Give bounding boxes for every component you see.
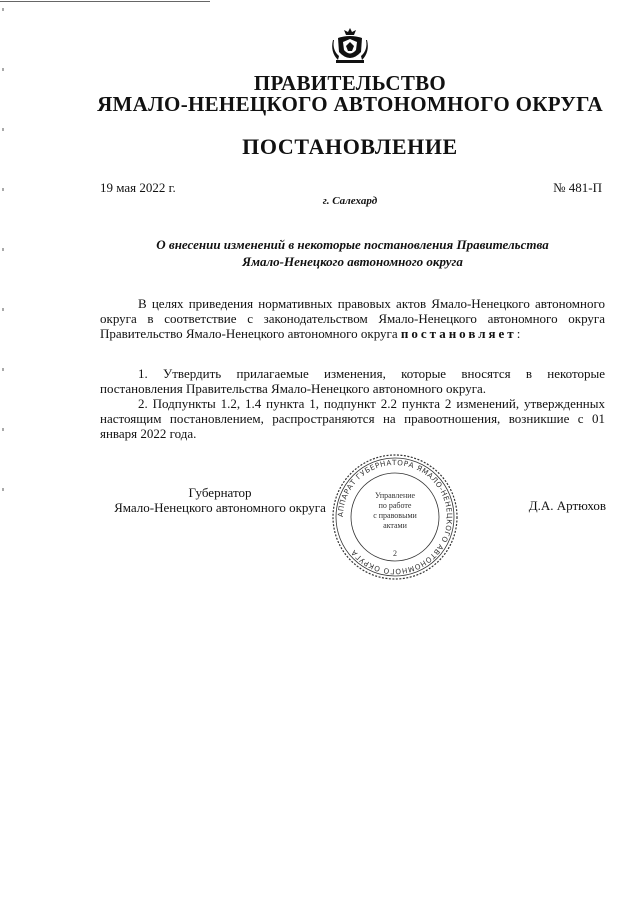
document-title-line2: Ямало-Ненецкого автономного округа <box>242 254 463 269</box>
preamble-paragraph <box>100 296 605 341</box>
stamp-inner-line2: по работе <box>378 501 412 510</box>
resolves-colon: : <box>516 326 521 341</box>
stamp-outer-text: АППАРАТ ГУБЕРНАТОРА ЯМАЛО-НЕНЕЦКОГО АВТОНОМНОГО ОКРУГА <box>335 457 455 577</box>
document-title <box>100 236 605 270</box>
org-name-line1: ПРАВИТЕЛЬСТВО <box>253 71 447 95</box>
document-type: ПОСТАНОВЛЕНИЕ <box>242 134 458 159</box>
stamp-inner-line4: актами <box>383 521 407 530</box>
official-stamp <box>330 452 460 582</box>
preamble-text: В целях приведения нормативных правовых актов Ямало-Ненецкого автономного округа в соответствие с законодательством Ямало-Ненецкого автономного округа Правительство Ямало-Ненецкого автономного округа <box>100 296 605 341</box>
resolution-item-1: 1. Утвердить прилагаемые изменения, которые вносятся в некоторые постановления Правительства Ямало-Ненецкого автономного округа. <box>100 366 605 396</box>
scan-top-rule <box>0 1 210 2</box>
stamp-inner-line1: Управление <box>374 491 416 500</box>
document-number: № 481-П <box>553 180 602 195</box>
resolution-item-2: 2. Подпункты 1.2, 1.4 пункта 1, подпункт 2.2 пункта 2 изменений, утвержденных настоящим постановлением, распространяются на правоотношения, возникшие с 01 января 2022 года. <box>100 396 605 441</box>
stamp-inner-line3: с правовыми <box>373 511 417 520</box>
signatory-name: Д.А. Артюхов <box>528 498 606 513</box>
signatory-position-line2: Ямало-Ненецкого автономного округа <box>114 500 326 515</box>
signatory-position <box>100 485 340 515</box>
resolution-items <box>100 366 605 441</box>
signatory-position-line1: Губернатор <box>188 485 252 500</box>
document-title-line1: О внесении изменений в некоторые постановления Правительства <box>156 237 549 252</box>
resolves-word: постановляет <box>400 326 517 341</box>
stamp-number: 2 <box>393 549 397 558</box>
coat-of-arms-icon <box>330 26 370 66</box>
document-city: г. Салехард <box>322 195 378 207</box>
document-date: 19 мая 2022 г. <box>100 180 176 195</box>
org-name-line2: ЯМАЛО-НЕНЕЦКОГО АВТОНОМНОГО ОКРУГА <box>97 92 603 116</box>
